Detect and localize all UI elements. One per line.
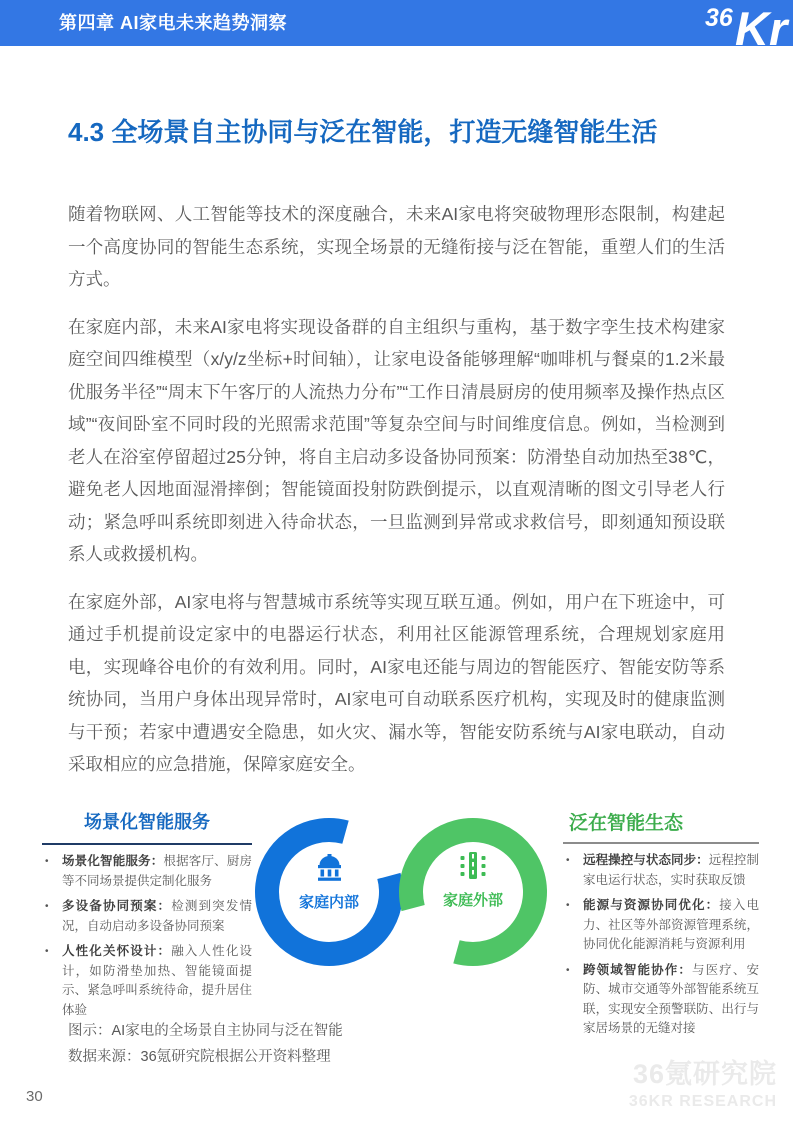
logo-36-text: 36 — [705, 4, 733, 32]
list-item-text: 人性化关怀设计：融入人性化设计，如防滑垫加热、智能镜面提示、紧急呼叫系统待命，提升居住体验 — [62, 944, 252, 1017]
rings-diagram — [254, 804, 554, 982]
road-icon — [458, 852, 488, 879]
watermark-english: 36KR RESEARCH — [628, 1093, 777, 1110]
list-item-text: 能源与资源协同优化：接入电力、社区等外部资源管理系统，协同优化能源消耗与资源利用 — [583, 898, 759, 951]
paragraph-3: 在家庭外部，AI家电将与智慧城市系统等实现互联互通。例如，用户在下班途中，可通过手机提前设定家中的电器运行状态，利用社区能源管理系统，合理规划家庭用电，实现峰谷电价的有效利用。同时，AI家电还能与周边的智能医疗、智能安防等系统协同，当用户身体出现异常时，AI家电可自动联系医疗机构，实现及时的健康监测与干预；若家中遭遇安全隐患，如火灾、漏水等，智能安防系统与AI家电联动，自动采取相应的应急措施，保障家庭安全。 — [68, 591, 725, 774]
ring-inner-content — [274, 854, 384, 912]
list-item-text: 跨领域智能协作：与医疗、安防、城市交通等外部智能系统互联，实现安全预警联防、出行与家居场景的无缝对接 — [583, 962, 759, 1035]
list-item — [563, 851, 759, 890]
list-item — [42, 897, 252, 936]
logo-kr-text: Kr — [735, 2, 788, 55]
bullet-icon: • — [566, 900, 570, 911]
ring-inner-label: 家庭内部 — [298, 894, 359, 911]
watermark-chinese: 36氪研究院 — [632, 1059, 777, 1089]
paragraph-2: 在家庭内部，未来AI家电将实现设备群的自主组织与重构，基于数字孪生技术构建家庭空间四维模型（x/y/z坐标+时间轴），让家电设备能够理解“咖啡机与餐桌的1.2米最优服务半径”“周末下午客厅的人流热力分布”“工作日清晨厨房的使用频率及操作热点区域”“夜间卧室不同时段的光照需求范围”等复杂空间与时间维度信息。例如，当检测到老人在浴室停留超过25分钟，将自主启动多设备协同预案：防滑垫自动加热至38℃，避免老人因地面湿滑摔倒；智能镜面投射防跌倒提示，以直观清晰的图文引导老人行动；紧急呼叫系统即刻进入待命状态，一旦监测到异常或求救信号，即刻通知预设联系人或救援机构。 — [68, 316, 725, 564]
chapter-title: 第四章 AI家电未来趋势洞察 — [59, 13, 287, 33]
watermark — [629, 1052, 777, 1111]
panel-left-heading: 场景化智能服务 — [42, 798, 252, 845]
bullet-icon: • — [566, 964, 570, 976]
bullet-icon: • — [45, 901, 49, 912]
panel-right-items — [563, 851, 759, 1039]
bullet-icon: • — [45, 856, 49, 867]
section-title: 4.3 全场景自主协同与泛在智能，打造无缝智能生活 — [68, 117, 658, 147]
list-item — [563, 896, 759, 955]
page-number: 30 — [26, 1088, 43, 1105]
list-item — [42, 852, 252, 891]
list-item-text: 场景化智能服务：根据客厅、厨房等不同场景提供定制化服务 — [62, 854, 252, 888]
figure-captions — [68, 1018, 343, 1070]
header-bar — [0, 0, 793, 55]
bullet-icon: • — [566, 855, 570, 866]
panel-right-heading: 泛在智能生态 — [563, 798, 759, 844]
panel-scene-services — [42, 798, 252, 1026]
panel-left-items — [42, 852, 252, 1020]
list-item — [563, 961, 759, 1039]
list-item — [42, 942, 252, 1020]
source-caption: 数据来源：36氪研究院根据公开资料整理 — [68, 1049, 331, 1065]
list-item-text: 远程操控与状态同步：远程控制家电运行状态，实时获取反馈 — [583, 853, 759, 887]
list-item-text: 多设备协同预案：检测到突发情况，自动启动多设备协同预案 — [62, 899, 252, 933]
paragraph-1: 随着物联网、人工智能等技术的深度融合，未来AI家电将突破物理形态限制，构建起一个高度协同的智能生态系统，实现全场景的无缝衔接与泛在智能，重塑人们的生活方式。 — [68, 204, 725, 289]
ring-outer-content — [418, 852, 528, 910]
building-icon — [316, 854, 343, 881]
logo-36kr — [697, 4, 793, 66]
body-text — [68, 198, 725, 796]
figure-caption: 图示：AI家电的全场景自主协同与泛在智能 — [68, 1023, 343, 1039]
bullet-icon: • — [45, 946, 49, 957]
panel-ubiquitous-ecosystem — [563, 798, 759, 1045]
ring-outer-label: 家庭外部 — [442, 892, 503, 909]
